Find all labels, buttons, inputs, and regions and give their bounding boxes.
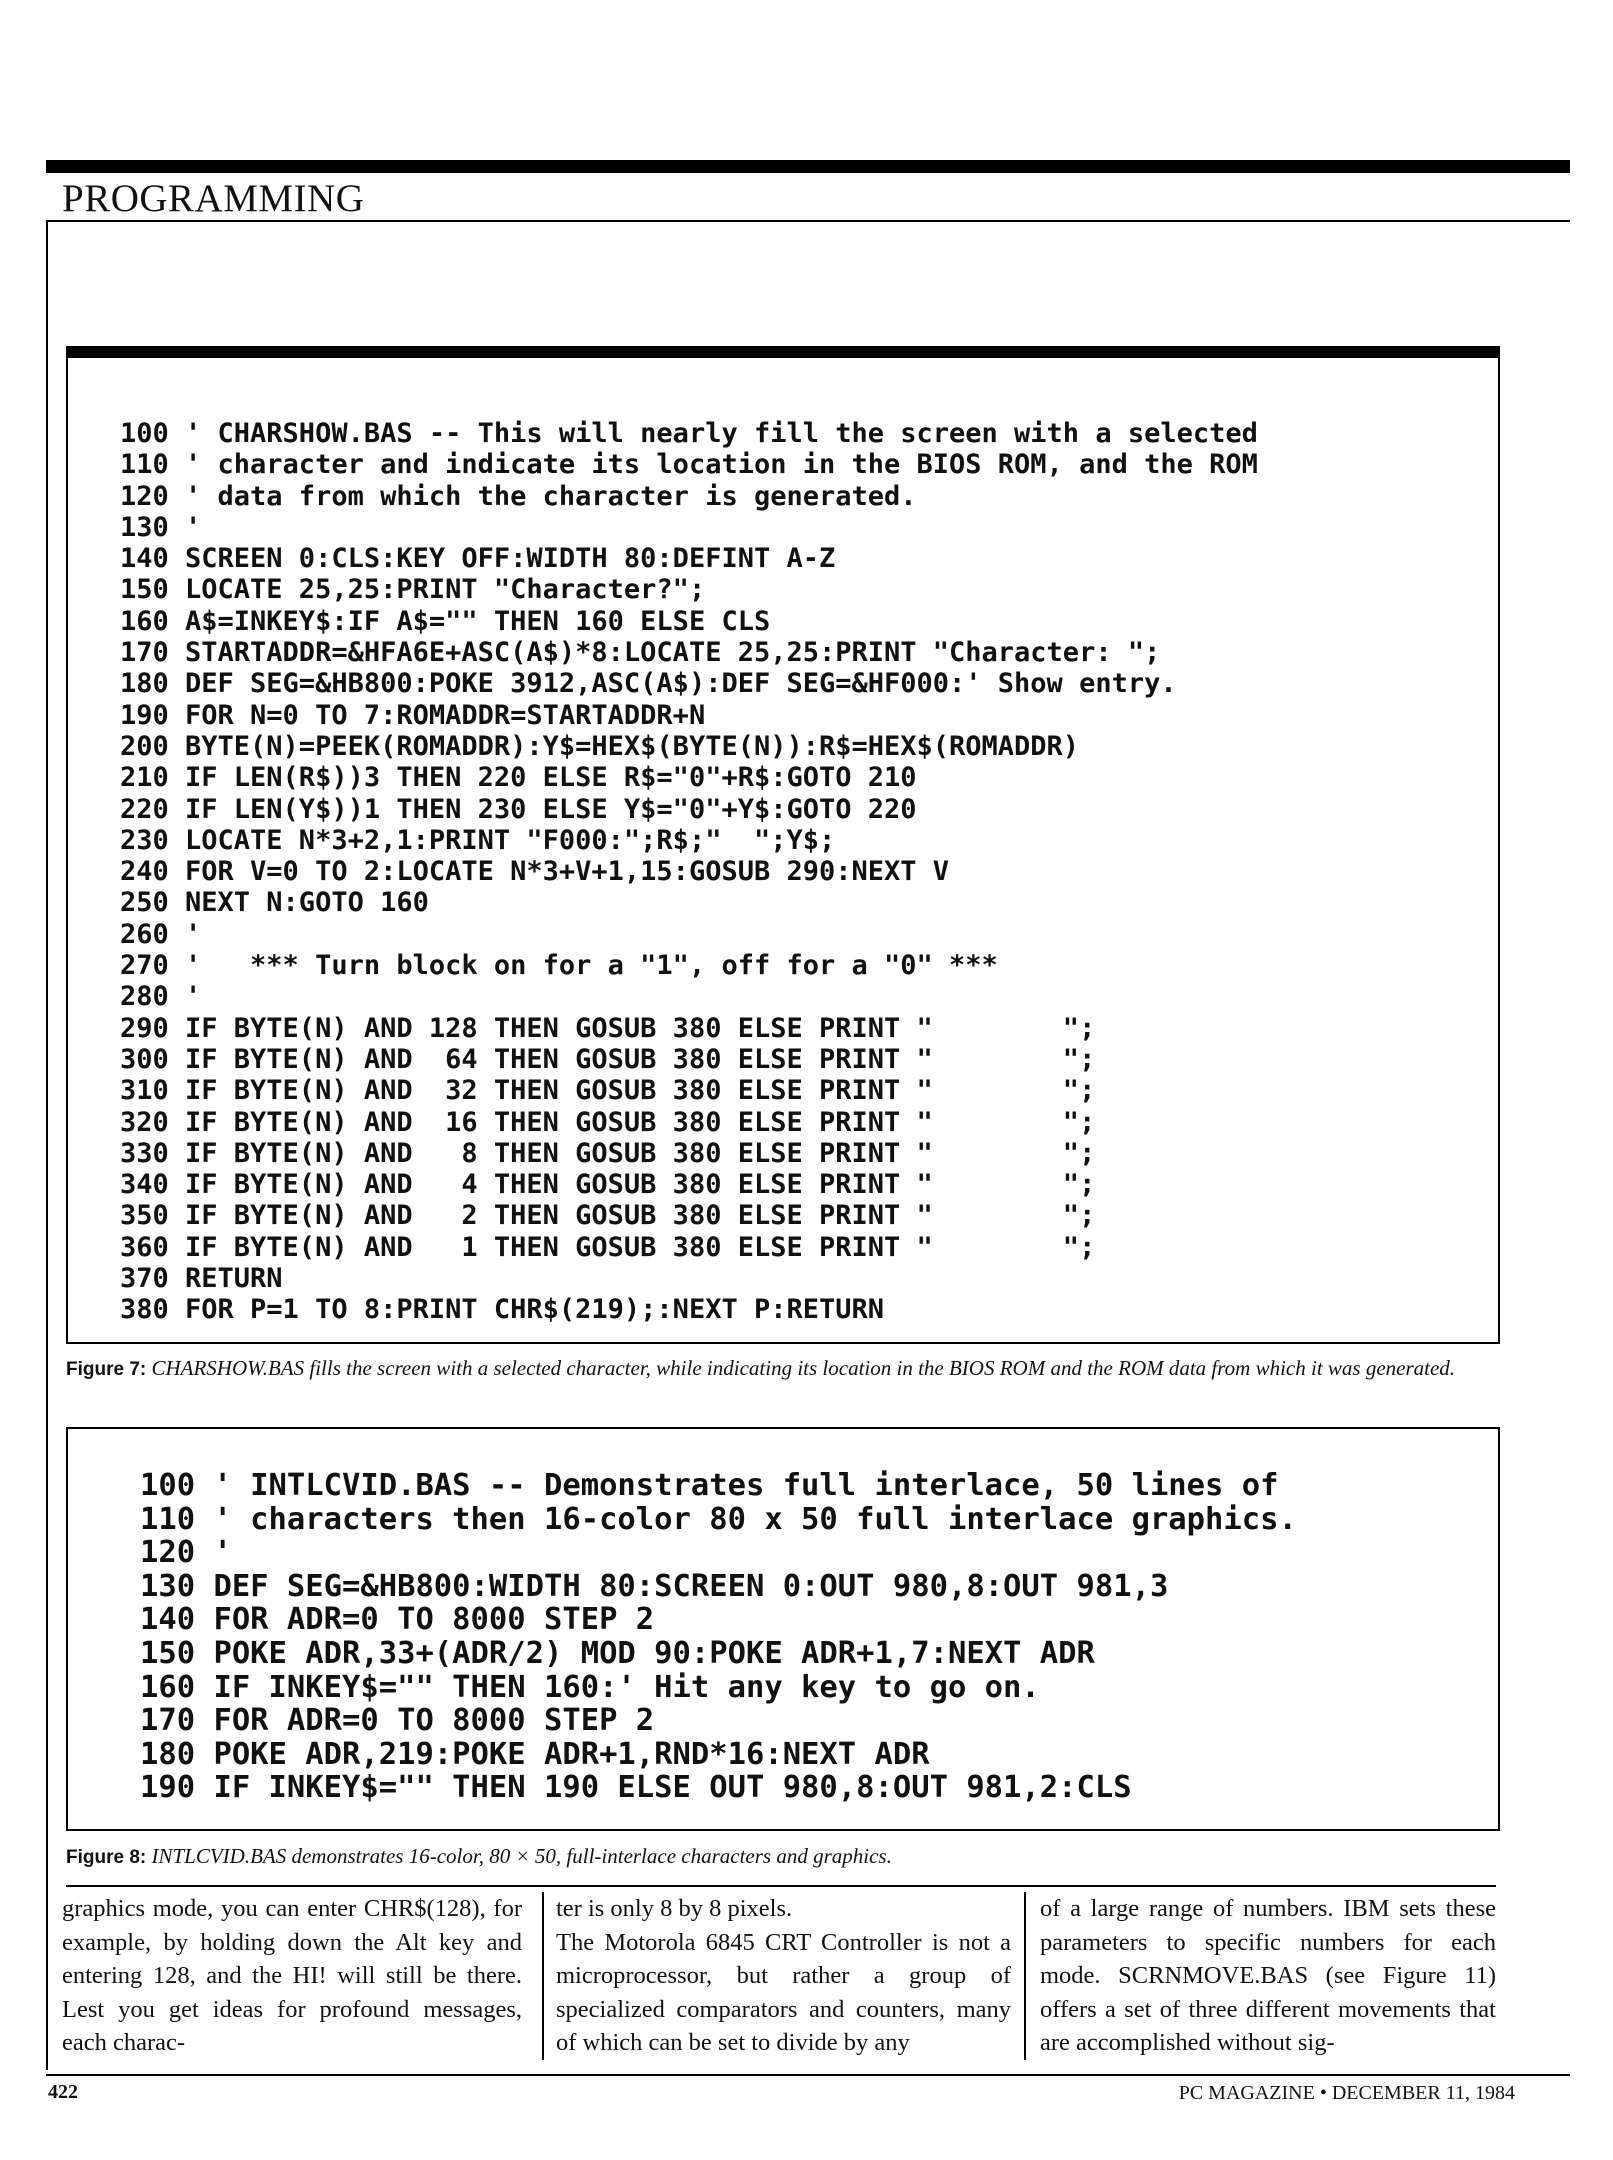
figure-8-code <box>140 1469 1297 1805</box>
code-line: 330 IF BYTE(N) AND 8 THEN GOSUB 380 ELSE PRINT " "; <box>120 1137 1096 1169</box>
code-line: 120 ' data from which the character is generated. <box>120 480 917 512</box>
code-line: 170 FOR ADR=0 TO 8000 STEP 2 <box>140 1703 655 1739</box>
code-line: 230 LOCATE N*3+2,1:PRINT "F000:";R$;" ";Y$; <box>120 824 836 856</box>
code-line: 280 ' <box>120 981 202 1013</box>
code-line: 110 ' characters then 16-color 80 x 50 full interlace graphics. <box>140 1501 1297 1537</box>
figure-7-caption <box>66 1352 1506 1386</box>
publication-footer: PC MAGAZINE • DECEMBER 11, 1984 <box>1178 2082 1515 2104</box>
figure-7-label: Figure 7: <box>66 1359 147 1380</box>
code-line: 120 ' <box>140 1535 232 1571</box>
figure-8-label: Figure 8: <box>66 1847 147 1868</box>
code-line: 360 IF BYTE(N) AND 1 THEN GOSUB 380 ELSE PRINT " "; <box>120 1231 1096 1263</box>
code-line: 180 DEF SEG=&HB800:POKE 3912,ASC(A$):DEF SEG=&HF000:' Show entry. <box>120 668 1177 700</box>
section-title: PROGRAMMING <box>62 177 365 220</box>
code-line: 240 FOR V=0 TO 2:LOCATE N*3+V+1,15:GOSUB 290:NEXT V <box>120 856 950 888</box>
figure-7-code <box>120 418 1258 1326</box>
code-line: 160 A$=INKEY$:IF A$="" THEN 160 ELSE CLS <box>120 605 771 637</box>
code-line: 160 IF INKEY$="" THEN 160:' Hit any key to go on. <box>140 1669 1040 1705</box>
figure-7-caption-text: CHARSHOW.BAS fills the screen with a selected character, while indicating its location in the BIOS ROM and the ROM data from which it was generated. <box>151 1356 1456 1380</box>
code-line: 210 IF LEN(R$))3 THEN 220 ELSE R$="0"+R$:GOTO 210 <box>120 762 917 794</box>
figure-8-caption-text: INTLCVID.BAS demonstrates 16-color, 80 × 50, full-interlace characters and graphics. <box>151 1844 892 1868</box>
code-line: 130 DEF SEG=&HB800:WIDTH 80:SCREEN 0:OUT 980,8:OUT 981,3 <box>140 1568 1169 1604</box>
code-line: 350 IF BYTE(N) AND 2 THEN GOSUB 380 ELSE PRINT " "; <box>120 1200 1096 1232</box>
figure-8-caption <box>66 1840 1506 1874</box>
code-line: 100 ' CHARSHOW.BAS -- This will nearly fill the screen with a selected <box>120 418 1258 449</box>
footer-rule <box>46 2074 1570 2076</box>
column-separator <box>1024 1892 1026 2060</box>
code-line: 140 FOR ADR=0 TO 8000 STEP 2 <box>140 1602 655 1638</box>
figure-7-code-listing <box>66 346 1500 1344</box>
code-line: 130 ' <box>120 511 202 543</box>
code-line: 370 RETURN <box>120 1263 283 1295</box>
top-rule <box>46 160 1570 173</box>
code-line: 260 ' <box>120 918 202 950</box>
code-line: 190 IF INKEY$="" THEN 190 ELSE OUT 980,8:OUT 981,2:CLS <box>140 1770 1132 1806</box>
code-line: 320 IF BYTE(N) AND 16 THEN GOSUB 380 ELSE PRINT " "; <box>120 1106 1096 1138</box>
code-line: 190 FOR N=0 TO 7:ROMADDR=STARTADDR+N <box>120 699 706 731</box>
code-line: 180 POKE ADR,219:POKE ADR+1,RND*16:NEXT ADR <box>140 1736 930 1772</box>
code-line: 290 IF BYTE(N) AND 128 THEN GOSUB 380 ELSE PRINT " "; <box>120 1012 1096 1044</box>
column-separator <box>542 1892 544 2060</box>
code-line: 270 ' *** Turn block on for a "1", off for a "0" *** <box>120 950 998 982</box>
page-left-border <box>46 220 48 2070</box>
code-line: 150 LOCATE 25,25:PRINT "Character?"; <box>120 574 706 606</box>
code-line: 100 ' INTLCVID.BAS -- Demonstrates full interlace, 50 lines of <box>140 1468 1279 1503</box>
code-line: 220 IF LEN(Y$))1 THEN 230 ELSE Y$="0"+Y$:GOTO 220 <box>120 793 917 825</box>
body-column-2: ter is only 8 by 8 pixels. The Motorola 6845 CRT Controller is not a microprocessor, but rather a group of specialized comparators and counters, many of which can be set to divide by any <box>556 1895 1011 2057</box>
code-line: 170 STARTADDR=&HFA6E+ASC(A$)*8:LOCATE 25,25:PRINT "Character: "; <box>120 637 1161 669</box>
section-rule <box>46 220 1570 222</box>
code-line: 150 POKE ADR,33+(ADR/2) MOD 90:POKE ADR+1,7:NEXT ADR <box>140 1635 1095 1671</box>
body-column-1: graphics mode, you can enter CHR$(128), for example, by holding down the Alt key and entering 128, and the HI! will still be there. Lest you get ideas for profound messages, each charac- <box>62 1895 522 2057</box>
code-line: 310 IF BYTE(N) AND 32 THEN GOSUB 380 ELSE PRINT " "; <box>120 1075 1096 1107</box>
code-line: 140 SCREEN 0:CLS:KEY OFF:WIDTH 80:DEFINT A-Z <box>120 543 836 575</box>
code-line: 110 ' character and indicate its location in the BIOS ROM, and the ROM <box>120 449 1258 481</box>
figure-8-code-listing <box>66 1427 1500 1831</box>
code-line: 250 NEXT N:GOTO 160 <box>120 887 429 919</box>
page-number: 422 <box>48 2081 78 2103</box>
code-line: 200 BYTE(N)=PEEK(ROMADDR):Y$=HEX$(BYTE(N)):R$=HEX$(ROMADDR) <box>120 730 1080 762</box>
code-line: 340 IF BYTE(N) AND 4 THEN GOSUB 380 ELSE PRINT " "; <box>120 1169 1096 1201</box>
code-line: 380 FOR P=1 TO 8:PRINT CHR$(219);:NEXT P:RETURN <box>120 1294 885 1326</box>
body-column-3: of a large range of numbers. IBM sets these parameters to specific numbers for each mode. SCRNMOVE.BAS (see Figure 11) offers a set of three different movements that are accomplished without sig- <box>1040 1895 1496 2057</box>
code-line: 300 IF BYTE(N) AND 64 THEN GOSUB 380 ELSE PRINT " "; <box>120 1043 1096 1075</box>
body-rule <box>66 1885 1496 1887</box>
